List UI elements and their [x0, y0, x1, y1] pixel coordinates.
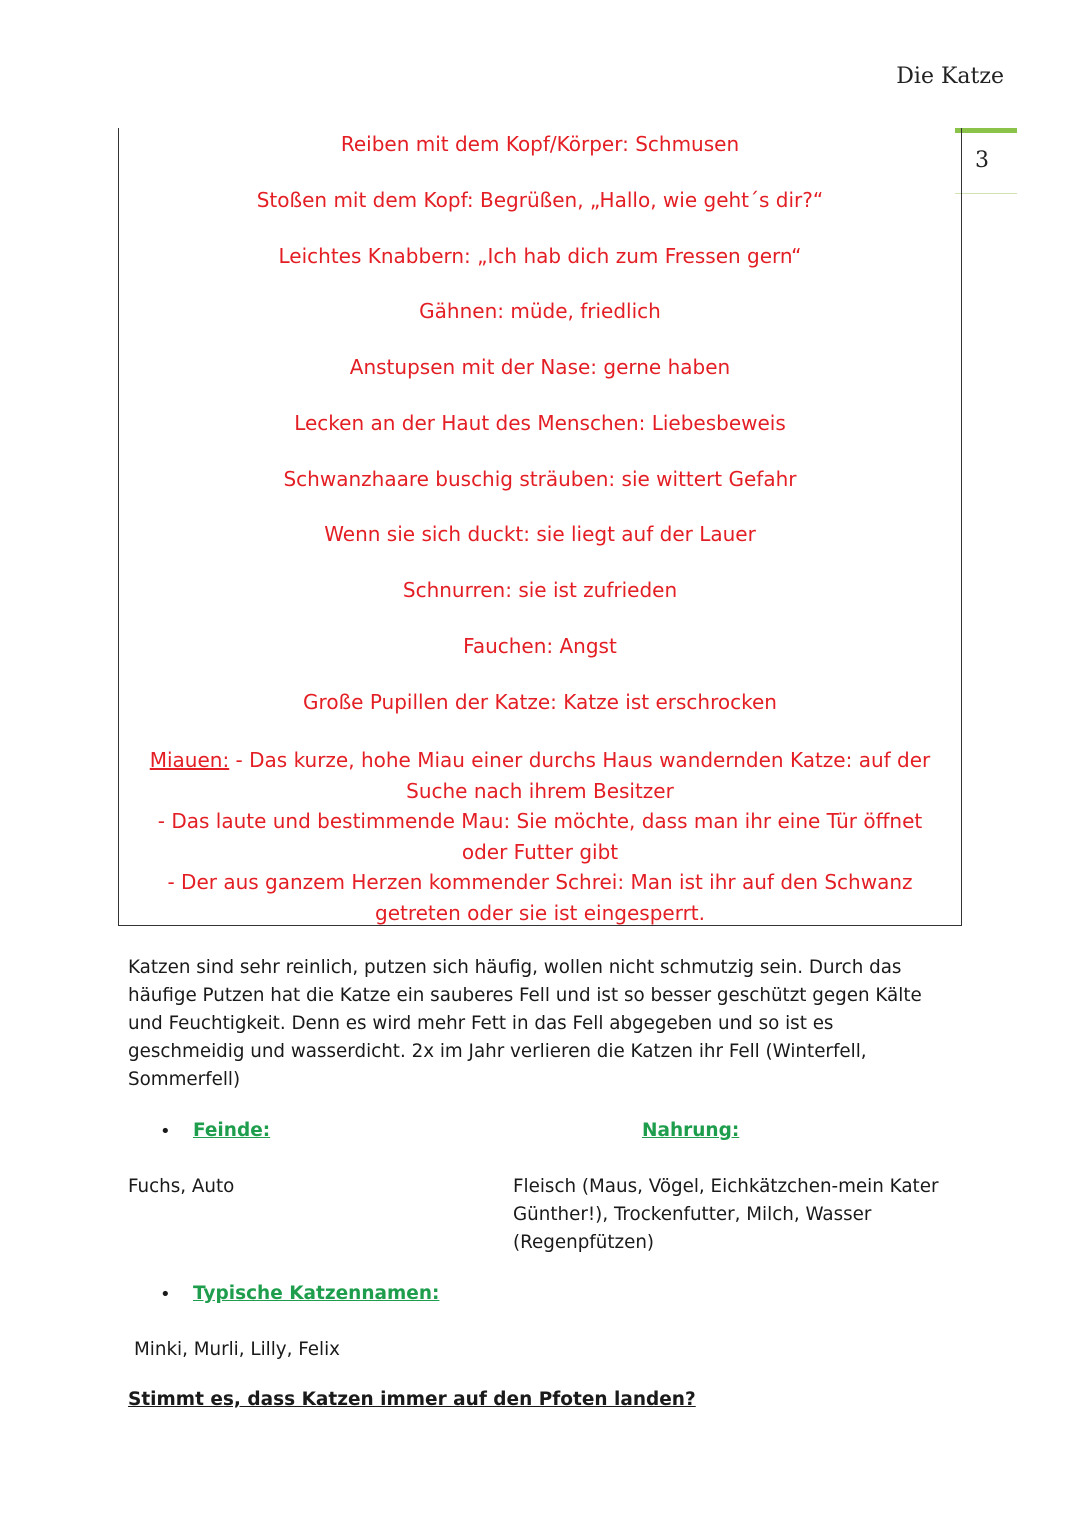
cleanliness-paragraph: Katzen sind sehr reinlich, putzen sich häufig, wollen nicht schmutzig sein. Durch das häufige Putzen hat die Katze ein sauberes Fell und ist so besser geschützt gegen Kälte und Feuchtigkeit. Denn es wird mehr Fett in das Fell abgegeben und so ist es geschmeidig und wasserdicht. 2x im Jahr verlieren die Katzen ihr Fell (Winterfell, Sommerfell) — [128, 957, 922, 1090]
feinde-text: Fuchs, Auto — [128, 1176, 235, 1197]
nahrung-text — [513, 1173, 973, 1257]
namen-text: Minki, Murli, Lilly, Felix — [134, 1339, 340, 1360]
miauen-line: oder Futter gibt — [461, 839, 619, 864]
question-heading: Stimmt es, dass Katzen immer auf den Pfoten landen? — [128, 1389, 696, 1410]
miauen-line: - Das kurze, hohe Miau einer durchs Haus wandernden Katze: auf der — [229, 748, 931, 772]
page-number: 3 — [975, 148, 989, 173]
box-line: Schnurren: sie ist zufrieden — [402, 578, 678, 602]
feinde-heading: Feinde: — [193, 1120, 271, 1141]
miauen-label: Miauen: — [149, 748, 230, 772]
nahrung-line: Fleisch (Maus, Vögel, Eichkätzchen-mein Kater — [513, 1176, 939, 1197]
box-line: Wenn sie sich duckt: sie liegt auf der Lauer — [324, 522, 756, 546]
miauen-line: - Der aus ganzem Herzen kommender Schrei: Man ist ihr auf den Schwanz — [167, 870, 913, 894]
box-line: Leichtes Knabbern: „Ich hab dich zum Fressen gern“ — [278, 244, 802, 268]
miauen-line: Suche nach ihrem Besitzer — [406, 778, 674, 803]
bullet-icon: • — [160, 1121, 171, 1142]
miauen-line: - Das laute und bestimmende Mau: Sie möchte, dass man ihr eine Tür öffnet — [157, 809, 923, 833]
box-line: Fauchen: Angst — [463, 634, 617, 658]
box-line: Gähnen: müde, friedlich — [419, 299, 661, 323]
miauen-line: getreten oder sie ist eingesperrt. — [375, 900, 705, 925]
box-line: Lecken an der Haut des Menschen: Liebesbeweis — [294, 411, 786, 435]
box-line: Stoßen mit dem Kopf: Begrüßen, „Hallo, wie geht´s dir?“ — [256, 188, 824, 212]
document-title: Die Katze — [896, 64, 1004, 89]
box-line: Reiben mit dem Kopf/Körper: Schmusen — [340, 132, 740, 156]
namen-heading: Typische Katzennamen: — [193, 1283, 440, 1304]
box-line: Große Pupillen der Katze: Katze ist erschrocken — [303, 690, 777, 714]
box-line: Schwanzhaare buschig sträuben: sie wittert Gefahr — [283, 467, 797, 491]
box-line: Anstupsen mit der Nase: gerne haben — [349, 355, 731, 379]
nahrung-line: (Regenpfützen) — [513, 1232, 655, 1253]
bullet-icon: • — [160, 1284, 171, 1305]
miauen-section — [118, 745, 962, 928]
nahrung-line: Günther!), Trockenfutter, Milch, Wasser — [513, 1204, 872, 1225]
nahrung-heading: Nahrung: — [642, 1120, 740, 1141]
